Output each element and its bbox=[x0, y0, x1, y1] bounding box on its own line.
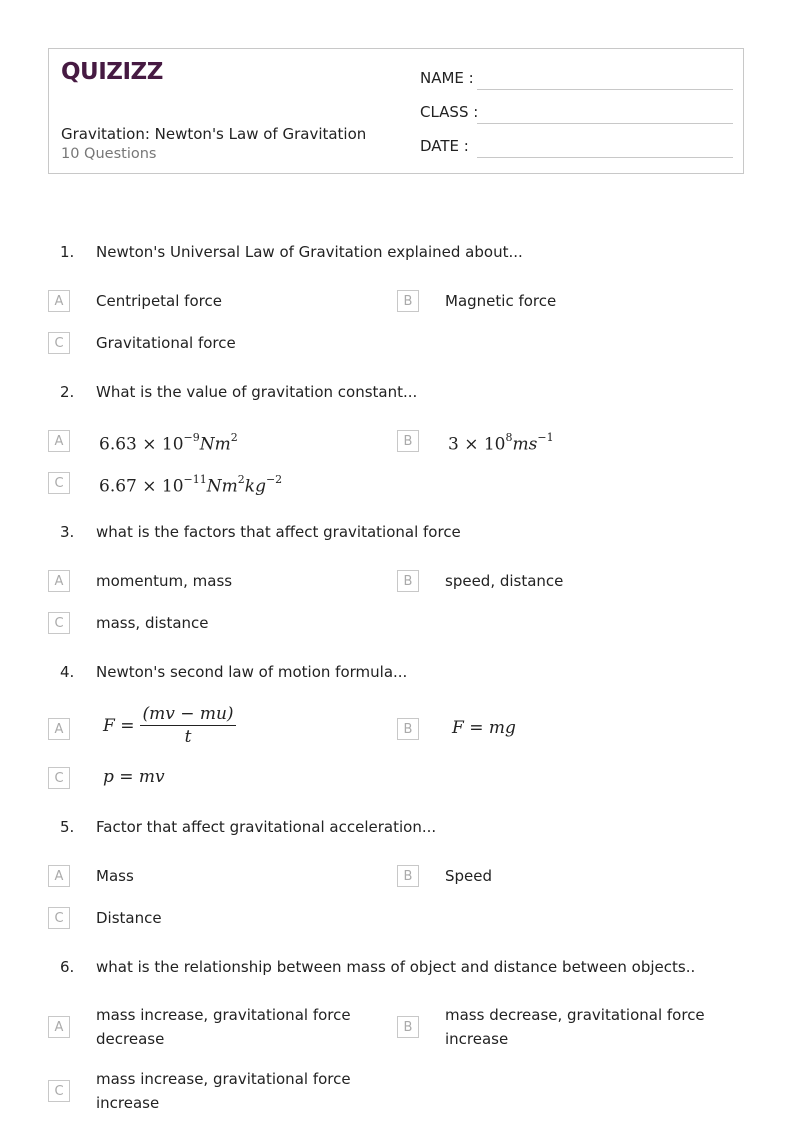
question-number: 2. bbox=[60, 383, 75, 401]
math-exponent: 2 bbox=[230, 431, 238, 444]
option-box-a[interactable]: A bbox=[48, 290, 70, 312]
math-base: 6.63 × 10 bbox=[99, 434, 184, 455]
fraction bbox=[140, 704, 235, 747]
option-text: Mass bbox=[96, 867, 134, 885]
question-number: 6. bbox=[60, 958, 75, 976]
option-text: Distance bbox=[96, 909, 162, 927]
option-text: speed, distance bbox=[445, 572, 564, 590]
date-label: DATE : bbox=[420, 137, 469, 155]
option-text bbox=[96, 1003, 386, 1051]
math-option bbox=[448, 428, 554, 457]
class-field[interactable] bbox=[477, 123, 733, 124]
name-label: NAME : bbox=[420, 69, 474, 87]
math-exponent: −1 bbox=[537, 431, 554, 444]
option-line: increase bbox=[445, 1030, 509, 1048]
math-exponent: 2 bbox=[237, 473, 245, 486]
question-text: Factor that affect gravitational acceleration... bbox=[96, 818, 437, 836]
math-base: 6.67 × 10 bbox=[99, 476, 184, 497]
option-text: Gravitational force bbox=[96, 334, 236, 352]
math-option: F = mg bbox=[452, 718, 516, 738]
worksheet-title: Gravitation: Newton's Law of Gravitation bbox=[61, 125, 367, 143]
option-text: momentum, mass bbox=[96, 572, 233, 590]
option-line: mass increase, gravitational force bbox=[96, 1070, 351, 1088]
option-box-c[interactable]: C bbox=[48, 332, 70, 354]
option-text bbox=[445, 1003, 735, 1051]
math-unit: Nm bbox=[206, 476, 238, 497]
fraction-denominator: t bbox=[184, 727, 192, 747]
math-unit: Nm bbox=[199, 434, 231, 455]
math-option: p = mv bbox=[103, 767, 165, 787]
question-number: 5. bbox=[60, 818, 75, 836]
option-box-a[interactable]: A bbox=[48, 430, 70, 452]
question-text: Newton's second law of motion formula... bbox=[96, 663, 408, 681]
question-text: What is the value of gravitation constant... bbox=[96, 383, 418, 401]
math-exponent: −9 bbox=[183, 431, 200, 444]
option-text: mass, distance bbox=[96, 614, 209, 632]
option-text: Speed bbox=[445, 867, 493, 885]
math-exponent: −11 bbox=[183, 473, 207, 486]
math-unit: ms bbox=[512, 434, 538, 455]
option-box-b[interactable]: B bbox=[397, 290, 419, 312]
question-number: 3. bbox=[60, 523, 75, 541]
worksheet-header bbox=[48, 48, 744, 174]
math-option bbox=[99, 470, 282, 499]
option-box-b[interactable]: B bbox=[397, 1016, 419, 1038]
option-line: mass increase, gravitational force bbox=[96, 1006, 351, 1024]
option-box-b[interactable]: B bbox=[397, 865, 419, 887]
name-field[interactable] bbox=[477, 89, 733, 90]
question-number: 1. bbox=[60, 243, 75, 261]
math-base: 3 × 10 bbox=[448, 434, 506, 455]
option-text: Magnetic force bbox=[445, 292, 557, 310]
formula-lhs: F = bbox=[103, 715, 135, 736]
option-box-a[interactable]: A bbox=[48, 865, 70, 887]
option-box-c[interactable]: C bbox=[48, 612, 70, 634]
math-option bbox=[99, 428, 238, 457]
option-box-c[interactable]: C bbox=[48, 907, 70, 929]
question-text: what is the relationship between mass of object and distance between objects.. bbox=[96, 958, 696, 976]
question-text: Newton's Universal Law of Gravitation explained about... bbox=[96, 243, 523, 261]
math-exponent: −2 bbox=[265, 473, 283, 486]
option-text bbox=[96, 1067, 386, 1115]
option-line: increase bbox=[96, 1094, 160, 1112]
option-box-b[interactable]: B bbox=[397, 430, 419, 452]
option-text: Centripetal force bbox=[96, 292, 222, 310]
option-box-c[interactable]: C bbox=[48, 1080, 70, 1102]
option-box-a[interactable]: A bbox=[48, 1016, 70, 1038]
math-option bbox=[103, 704, 236, 747]
math-exponent: 8 bbox=[505, 431, 513, 444]
date-field[interactable] bbox=[477, 157, 733, 158]
quizizz-logo: QUIZIZZ bbox=[61, 59, 163, 85]
question-number: 4. bbox=[60, 663, 75, 681]
class-label: CLASS : bbox=[420, 103, 479, 121]
option-line: mass decrease, gravitational force bbox=[445, 1006, 705, 1024]
question-text: what is the factors that affect gravitational force bbox=[96, 523, 461, 541]
option-box-b[interactable]: B bbox=[397, 718, 419, 740]
math-unit: kg bbox=[244, 476, 266, 497]
option-box-a[interactable]: A bbox=[48, 718, 70, 740]
question-count: 10 Questions bbox=[61, 146, 157, 162]
option-box-c[interactable]: C bbox=[48, 472, 70, 494]
option-line: decrease bbox=[96, 1030, 165, 1048]
option-box-b[interactable]: B bbox=[397, 570, 419, 592]
fraction-numerator: (mv − mu) bbox=[142, 704, 234, 724]
option-box-a[interactable]: A bbox=[48, 570, 70, 592]
option-box-c[interactable]: C bbox=[48, 767, 70, 789]
